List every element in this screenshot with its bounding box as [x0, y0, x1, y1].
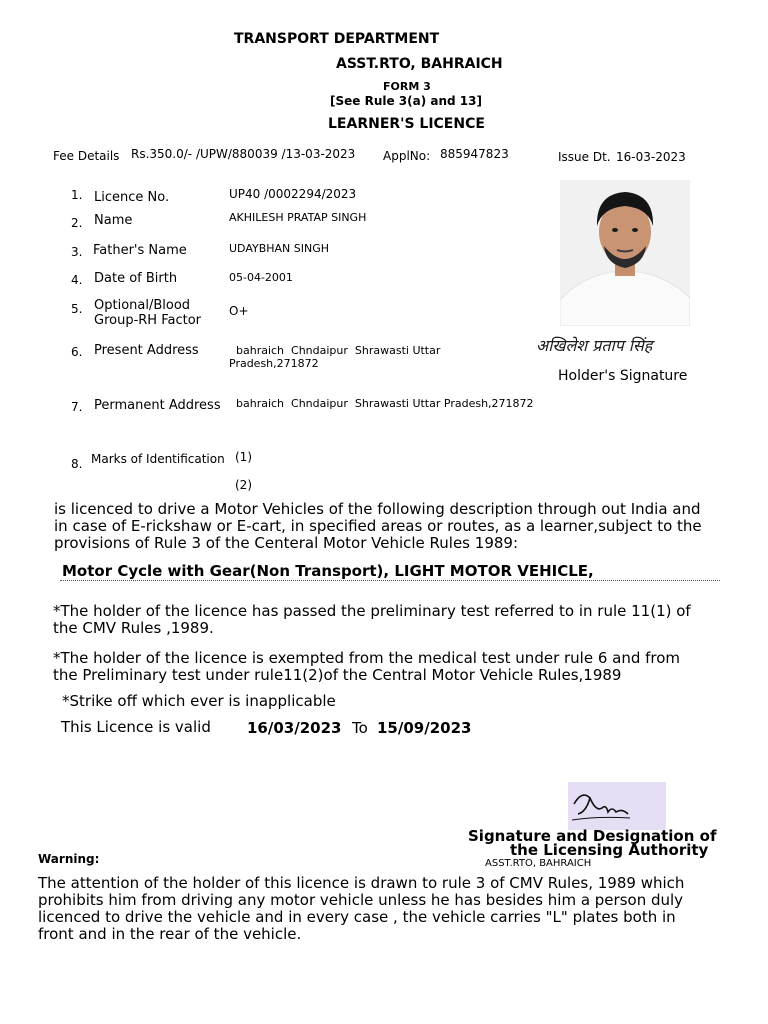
holder-photo	[560, 180, 690, 326]
note-1-line-2: the CMV Rules ,1989.	[53, 619, 214, 637]
licence-no-label: Licence No.	[94, 190, 170, 205]
office-title: ASST.RTO, BAHRAICH	[336, 56, 503, 72]
vehicle-classes-dotted-line	[60, 580, 720, 581]
validity-label: This Licence is valid	[61, 718, 211, 736]
fee-value: Rs.350.0/- /UPW/880039 /13-03-2023	[131, 147, 356, 161]
holder-signature-label: Holder's Signature	[558, 368, 688, 384]
holder-signature-image	[536, 328, 716, 358]
warning-line-1: The attention of the holder of this licence is drawn to rule 3 of CMV Rules, 1989 which	[38, 874, 685, 892]
authority-office: ASST.RTO, BAHRAICH	[485, 858, 592, 869]
valid-from-date: 16/03/2023	[247, 719, 342, 737]
blood-group-label-line1: Optional/Blood	[94, 298, 191, 313]
valid-to-date: 15/09/2023	[377, 719, 472, 737]
present-address-label: Present Address	[94, 343, 199, 358]
strike-note: *Strike off which ever is inapplicable	[62, 692, 336, 710]
permanent-address-label: Permanent Address	[94, 398, 221, 413]
issue-label: Issue Dt.	[558, 150, 611, 164]
father-name-label: Father's Name	[93, 243, 187, 258]
appl-value: 885947823	[440, 147, 509, 161]
licence-no-value: UP40 /0002294/2023	[229, 187, 357, 201]
name-label: Name	[94, 213, 133, 228]
field-3-number: 3.	[71, 245, 83, 259]
document-title: LEARNER'S LICENCE	[328, 116, 485, 132]
description-line-1: is licenced to drive a Motor Vehicles of the following description through out India and	[54, 500, 701, 518]
authority-signature-image	[568, 782, 666, 830]
warning-label: Warning:	[38, 852, 100, 866]
vehicle-classes: Motor Cycle with Gear(Non Transport), LIGHT MOTOR VEHICLE,	[62, 562, 594, 580]
fee-label: Fee Details	[53, 149, 120, 163]
warning-line-2: prohibits him from driving any motor vehicle unless he has besides him a person duly	[38, 891, 684, 909]
blood-group-label-line2: Group-RH Factor	[94, 313, 202, 328]
field-7-number: 7.	[71, 400, 83, 414]
warning-line-4: front and in the rear of the vehicle.	[38, 925, 302, 943]
identification-marks-label: Marks of Identification	[91, 452, 225, 466]
name-value: AKHILESH PRATAP SINGH	[229, 211, 367, 224]
form-number: FORM 3	[383, 80, 431, 93]
field-2-number: 2.	[71, 216, 83, 230]
note-1-line-1: *The holder of the licence has passed the preliminary test referred to in rule 11(1) of	[53, 602, 691, 620]
field-5-number: 5.	[71, 302, 83, 316]
present-address-line2: Pradesh,271872	[229, 357, 319, 370]
identification-mark-2: (2)	[235, 478, 252, 492]
holder-signature-text: अखिलेश प्रताप सिंह	[536, 336, 653, 355]
rule-reference: [See Rule 3(a) and 13]	[330, 94, 482, 108]
present-address-line1: bahraich Chndaipur Shrawasti Uttar	[229, 344, 441, 357]
permanent-address-value: bahraich Chndaipur Shrawasti Uttar Pradesh,271872	[229, 397, 534, 410]
authority-label-line-2: the Licensing Authority	[510, 841, 709, 859]
appl-label: ApplNo:	[383, 149, 431, 163]
father-name-value: UDAYBHAN SINGH	[229, 242, 330, 255]
dob-label: Date of Birth	[94, 271, 178, 286]
issue-value: 16-03-2023	[616, 150, 686, 164]
blood-group-value: O+	[229, 304, 249, 318]
note-2-line-1: *The holder of the licence is exempted from the medical test under rule 6 and from	[53, 649, 681, 667]
authority-label-line-1: Signature and Designation of	[468, 827, 717, 845]
description-line-2: in case of E-rickshaw or E-cart, in specified areas or routes, as a learner,subject to the	[54, 517, 702, 535]
description-line-3: provisions of Rule 3 of the Centeral Motor Vehicle Rules 1989:	[54, 534, 518, 552]
field-6-number: 6.	[71, 345, 83, 359]
field-4-number: 4.	[71, 273, 83, 287]
dob-value: 05-04-2001	[229, 271, 293, 284]
department-title: TRANSPORT DEPARTMENT	[234, 31, 440, 47]
note-2-line-2: the Preliminary test under rule11(2)of the Central Motor Vehicle Rules,1989	[53, 666, 622, 684]
identification-mark-1: (1)	[235, 450, 252, 464]
field-1-number: 1.	[71, 188, 83, 202]
valid-to-label: To	[352, 719, 368, 737]
field-8-number: 8.	[71, 457, 83, 471]
warning-line-3: licenced to drive the vehicle and in every case , the vehicle carries "L" plates both in	[38, 908, 676, 926]
